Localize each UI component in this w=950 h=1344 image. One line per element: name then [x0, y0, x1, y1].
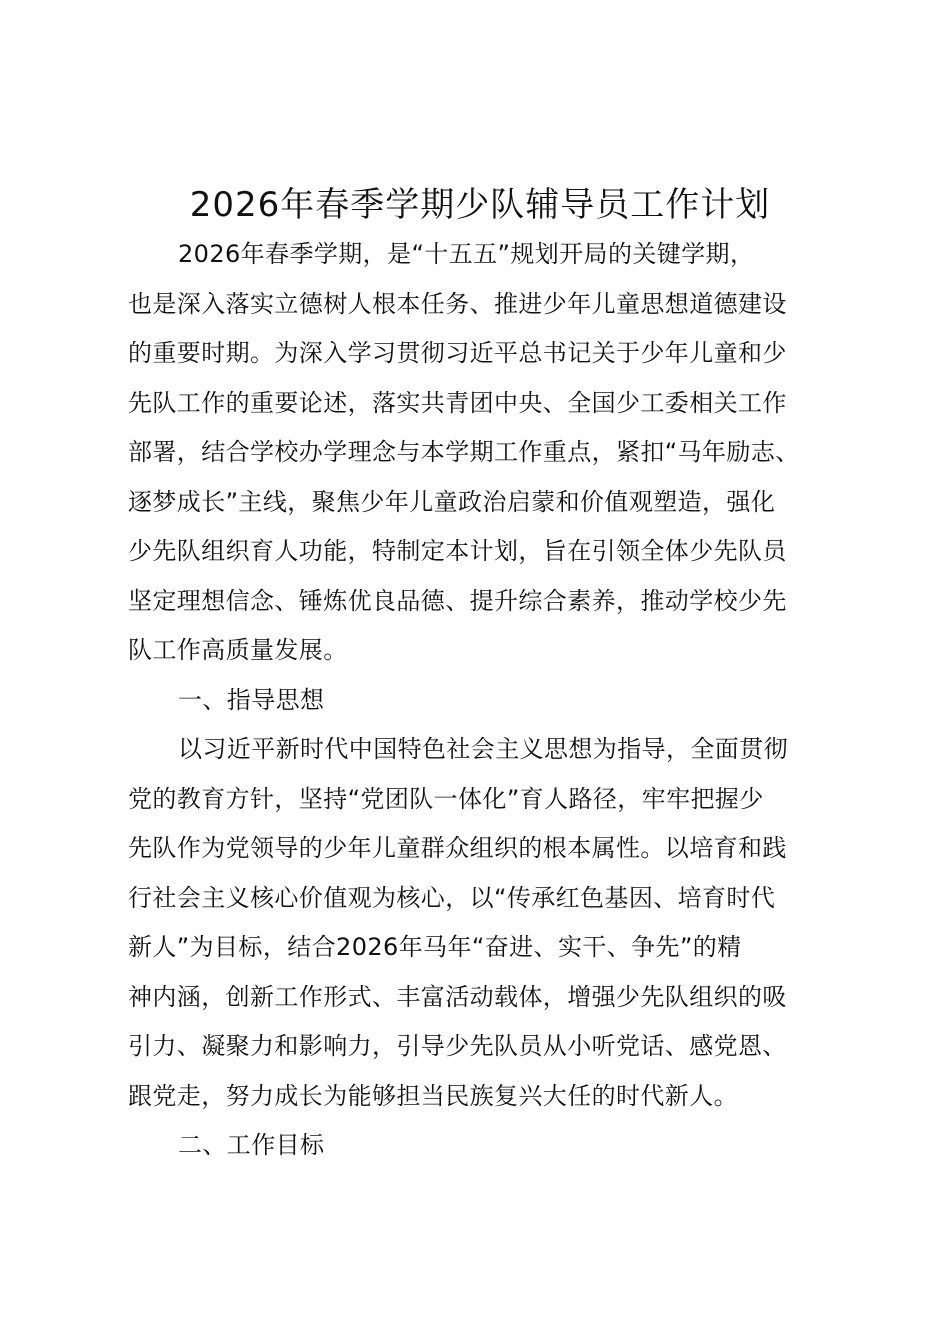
- section-heading-guiding-thought: 一、指导思想: [178, 685, 325, 714]
- paragraph-line: 2026年春季学期，是“十五五”规划开局的关键学期，: [178, 240, 755, 268]
- paragraph-line: 先队作为党领导的少年儿童群众组织的根本属性。以培育和践: [128, 834, 787, 862]
- paragraph-line: 逐梦成长”主线，聚焦少年儿童政治启蒙和价值观塑造，强化: [128, 487, 776, 516]
- paragraph-line: 以习近平新时代中国特色社会主义思想为指导，全面贯彻: [178, 735, 788, 763]
- paragraph-line: 队工作高质量发展。: [128, 636, 348, 664]
- section-heading-work-goals: 二、工作目标: [178, 1131, 325, 1159]
- paragraph-line: 党的教育方针，坚持“党团队一体化”育人路径，牢牢把握少: [128, 784, 764, 813]
- paragraph-line: 坚定理想信念、锤炼优良品德、提升综合素养，推动学校少先: [128, 586, 787, 615]
- paragraph-line: 部署，结合学校办学理念与本学期工作重点，紧扣“马年励志、: [128, 438, 800, 466]
- document-body: [128, 230, 833, 1171]
- paragraph-line: 新人”为目标，结合2026年马年“奋进、实干、争先”的精: [128, 933, 742, 961]
- paragraph-line: 神内涵，创新工作形式、丰富活动载体，增强少先队组织的吸: [128, 982, 787, 1011]
- paragraph-line: 的重要时期。为深入学习贯彻习近平总书记关于少年儿童和少: [128, 339, 787, 367]
- document-title: 2026年春季学期少队辅导员工作计划: [189, 185, 771, 225]
- paragraph-line: 也是深入落实立德树人根本任务、推进少年儿童思想道德建设: [128, 289, 787, 318]
- paragraph-line: 先队工作的重要论述，落实共青团中央、全国少工委相关工作: [128, 388, 787, 417]
- paragraph-line: 行社会主义核心价值观为核心，以“传承红色基因、培育时代: [128, 883, 776, 912]
- paragraph-line: 少先队组织育人功能，特制定本计划，旨在引领全体少先队员: [128, 537, 787, 565]
- paragraph-line: 跟党走，努力成长为能够担当民族复兴大任的时代新人。: [128, 1081, 738, 1110]
- paragraph-line: 引力、凝聚力和影响力，引导少先队员从小听党话、感党恩、: [128, 1032, 787, 1060]
